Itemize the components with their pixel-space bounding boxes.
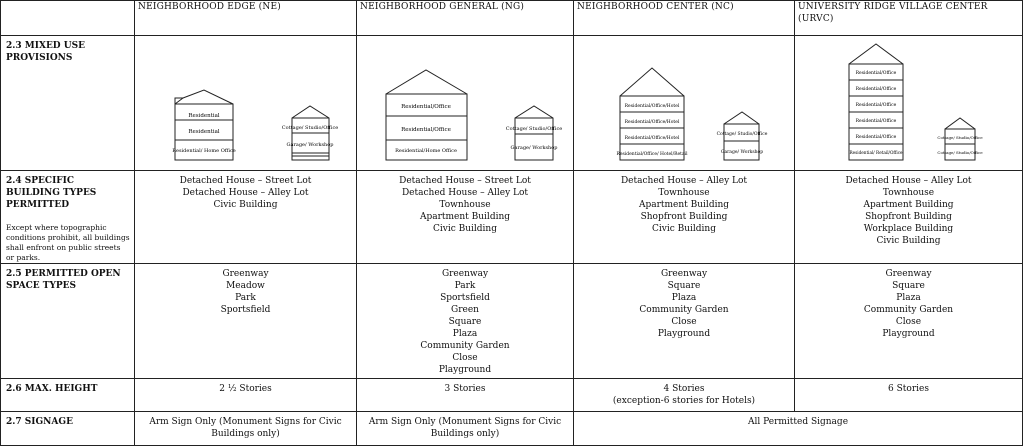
- row-open-space: [1, 264, 1023, 379]
- list-item: Playground: [438, 365, 492, 375]
- list-item: Sportsfield: [440, 293, 490, 303]
- height-ne: 2 ½ Stories: [135, 379, 357, 412]
- urvc-floor-3: Residential/Office: [855, 119, 897, 124]
- list-item: Green: [451, 305, 479, 315]
- building-diagram-ng: [357, 36, 574, 166]
- urvc-cottage-lower: Cottage/ Studio/Office: [937, 150, 983, 155]
- list-item: Park: [235, 293, 256, 303]
- nc-floor-3: Residential/Office/Hotel: [624, 120, 680, 125]
- height-ng: 3 Stories: [357, 379, 574, 412]
- list-item: Detached House – Alley Lot: [182, 188, 309, 198]
- ng-floor-3: Residential/Office: [401, 104, 451, 110]
- row-building-types: [1, 171, 1023, 264]
- building-types-nc: [574, 171, 795, 264]
- signage-ne: Arm Sign Only (Monument Signs for Civic Buildings only): [135, 412, 357, 446]
- urvc-floor-1: Residential/ Retail/Office: [849, 150, 903, 155]
- row-label-height: 2.6 MAX. HEIGHT: [1, 379, 135, 412]
- nc-floor-4: Residential/Office/Hotel: [624, 104, 680, 109]
- list-item: Detached House – Alley Lot: [620, 176, 748, 186]
- list-item: Townhouse: [658, 188, 710, 198]
- height-nc: [574, 379, 795, 412]
- ne-floor-3: Residential: [188, 113, 220, 119]
- signage-nc-urvc: All Permitted Signage: [574, 412, 1023, 446]
- list-item: Close: [452, 353, 478, 363]
- open-space-nc: [574, 264, 795, 379]
- list-item: Detached House – Street Lot: [399, 176, 531, 186]
- ng-cottage: Cottage/ Studio/Office: [505, 126, 563, 132]
- header-row: [1, 1, 1023, 36]
- list-item: Community Garden: [863, 305, 954, 315]
- col-header-ng: NEIGHBORHOOD GENERAL (NG): [357, 1, 574, 36]
- urvc-cottage-upper: Cottage/ Studio/Office: [937, 135, 983, 140]
- building-diagram-urvc: [795, 36, 1023, 166]
- list-item: Square: [448, 317, 482, 327]
- list-item: Square: [667, 281, 701, 291]
- list-item: Square: [892, 281, 925, 291]
- list-item: Detached House – Street Lot: [179, 176, 312, 186]
- nc-floor-1: Residential/Office/ Hotel/Retail: [616, 152, 688, 157]
- building-types-urvc: [795, 171, 1023, 264]
- row-label-signage: 2.7 SIGNAGE: [1, 412, 135, 446]
- list-item: Civic Building: [213, 200, 278, 210]
- list-item: Plaza: [896, 293, 921, 303]
- list-item: Apartment Building: [638, 200, 730, 210]
- list-item: Plaza: [671, 293, 697, 303]
- ng-garage: Garage/ Workshop: [510, 145, 558, 151]
- list-item: Civic Building: [433, 224, 497, 234]
- urvc-floor-2: Residential/Office: [855, 135, 897, 140]
- open-space-ng: [357, 264, 574, 379]
- height-nc-value: 4 Stories: [663, 384, 705, 394]
- list-item: Plaza: [452, 329, 478, 339]
- nc-cottage: Cottage/ Studio/Office: [716, 132, 768, 137]
- height-nc-note: (exception-6 stories for Hotels): [612, 396, 756, 406]
- illus-ne: [135, 36, 357, 171]
- row-signage: [1, 412, 1023, 446]
- list-item: Close: [671, 317, 697, 327]
- nc-floor-2: Residential/Office/Hotel: [624, 136, 680, 141]
- list-item: Greenway: [441, 269, 489, 279]
- illus-urvc: [795, 36, 1023, 171]
- urvc-floor-4: Residential/Office: [855, 103, 897, 108]
- list-item: Shopfront Building: [865, 212, 952, 222]
- list-item: Playground: [657, 329, 711, 339]
- building-types-note: Except where topographic conditions prohibit, all buildings shall enfront on public streets or parks.: [6, 223, 130, 262]
- ne-cottage: Cottage/ Studio/Office: [281, 125, 339, 131]
- row-label-building-types: [1, 171, 135, 264]
- ne-garage: Garage/ Workshop: [286, 142, 334, 148]
- list-item: Community Garden: [420, 341, 510, 351]
- ng-floor-2: Residential/Office: [401, 127, 451, 133]
- row-label-mixed-use: 2.3 MIXED USE PROVISIONS: [1, 36, 135, 171]
- illus-nc: [574, 36, 795, 171]
- list-item: Meadow: [226, 281, 265, 291]
- list-item: Sportsfield: [220, 305, 271, 315]
- building-diagram-nc: [574, 36, 795, 166]
- list-item: Greenway: [222, 269, 269, 279]
- illus-ng: [357, 36, 574, 171]
- list-item: Townhouse: [439, 200, 491, 210]
- building-types-ng: [357, 171, 574, 264]
- list-item: Apartment Building: [419, 212, 511, 222]
- row-height: [1, 379, 1023, 412]
- col-header-urvc: UNIVERSITY RIDGE VILLAGE CENTER (URVC): [795, 1, 1023, 36]
- urvc-floor-6: Residential/Office: [855, 71, 897, 76]
- ne-floor-2: Residential: [188, 129, 220, 135]
- list-item: Workplace Building: [863, 224, 954, 234]
- open-space-urvc: [795, 264, 1023, 379]
- list-item: Close: [895, 317, 922, 327]
- list-item: Civic Building: [876, 236, 941, 246]
- list-item: Apartment Building: [863, 200, 954, 210]
- list-item: Detached House – Alley Lot: [401, 188, 529, 198]
- corner-cell: [1, 1, 135, 36]
- ng-floor-1: Residential/Home Office: [395, 148, 457, 154]
- building-diagram-ne: [135, 36, 357, 166]
- row-mixed-use: [1, 36, 1023, 171]
- list-item: Playground: [882, 329, 935, 339]
- height-urvc: 6 Stories: [795, 379, 1023, 412]
- signage-ng: Arm Sign Only (Monument Signs for Civic Buildings only): [357, 412, 574, 446]
- row-label-open-space: 2.5 PERMITTED OPEN SPACE TYPES: [1, 264, 135, 379]
- list-item: Park: [454, 281, 476, 291]
- building-types-label: 2.4 SPECIFIC BUILDING TYPES PERMITTED: [6, 176, 97, 210]
- urvc-floor-5: Residential/Office: [855, 87, 897, 92]
- col-header-ne: NEIGHBORHOOD EDGE (NE): [135, 1, 357, 36]
- nc-garage: Garage/ Workshop: [720, 150, 764, 155]
- list-item: Detached House – Alley Lot: [845, 176, 972, 186]
- col-header-nc: NEIGHBORHOOD CENTER (NC): [574, 1, 795, 36]
- list-item: Shopfront Building: [640, 212, 728, 222]
- list-item: Greenway: [660, 269, 708, 279]
- open-space-ne: [135, 264, 357, 379]
- list-item: Civic Building: [652, 224, 716, 234]
- list-item: Greenway: [885, 269, 932, 279]
- building-types-ne: [135, 171, 357, 264]
- list-item: Community Garden: [639, 305, 729, 315]
- ne-floor-1: Residential/ Home Office: [172, 148, 236, 154]
- list-item: Townhouse: [882, 188, 935, 198]
